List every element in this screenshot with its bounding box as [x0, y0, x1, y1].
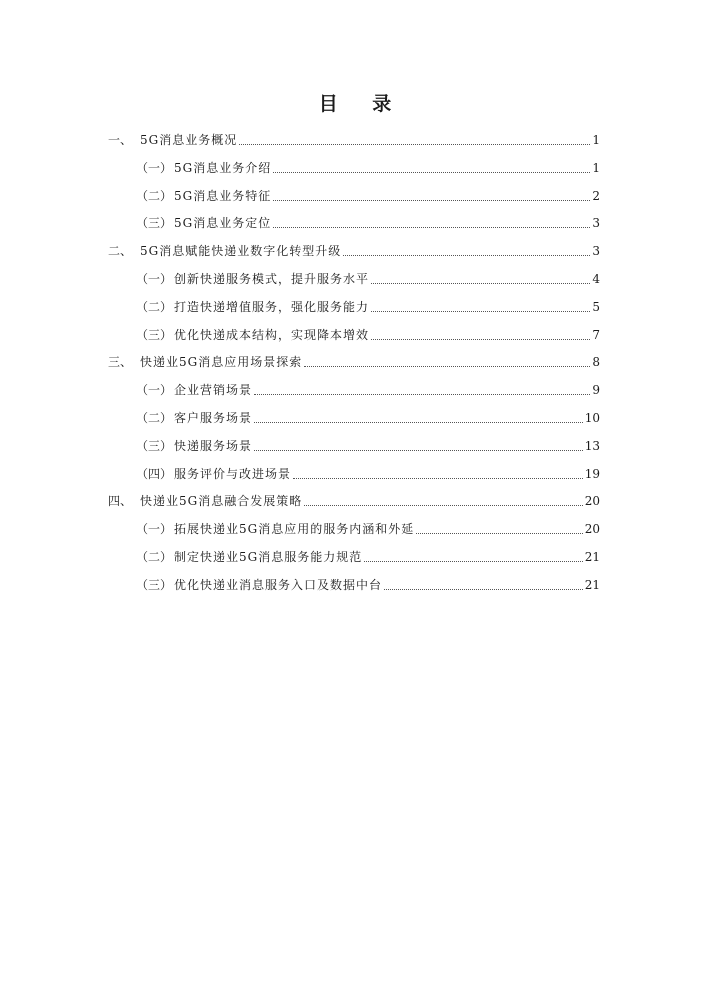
- toc-dot-leader: [371, 283, 590, 284]
- toc-entry-number: （一）: [136, 383, 173, 398]
- toc-entry-title: 服务评价与改进场景: [174, 466, 292, 481]
- toc-entry-title: 5G消息业务特征: [174, 188, 272, 203]
- page-title: 目 录: [318, 93, 406, 115]
- toc-entry-number: 二、: [108, 244, 133, 259]
- toc-entry[interactable]: [108, 237, 600, 259]
- toc-entry-page: 20: [584, 522, 600, 537]
- toc-entry-title: 打造快递增值服务，强化服务能力: [174, 299, 370, 314]
- toc-entry-title: 快递业5G消息融合发展策略: [140, 494, 303, 509]
- toc-entry-title: 企业营销场景: [174, 383, 253, 398]
- toc-entry-page: 3: [592, 216, 600, 231]
- toc-entry-page: 8: [592, 355, 600, 370]
- toc-entry-page: 13: [584, 438, 600, 453]
- toc-dot-leader: [254, 394, 590, 395]
- toc-entry-page: 3: [592, 244, 600, 259]
- toc-entry-number: （二）: [136, 550, 173, 564]
- toc-entry-page: 5: [592, 299, 600, 314]
- toc-entry[interactable]: [136, 182, 600, 204]
- toc-dot-leader: [239, 144, 590, 145]
- toc-entry[interactable]: [136, 515, 600, 537]
- toc-entry-title: 创新快递服务模式，提升服务水平: [174, 272, 370, 286]
- toc-entry-number: 三、: [108, 355, 133, 370]
- toc-entry[interactable]: [136, 209, 600, 231]
- toc-entry[interactable]: [136, 460, 600, 482]
- toc-dot-leader: [364, 561, 582, 562]
- toc-dot-leader: [273, 227, 590, 228]
- toc-entry-page: 7: [592, 327, 600, 342]
- toc-entry-title: 制定快递业5G消息服务能力规范: [174, 550, 363, 564]
- toc-entry-number: （三）: [136, 577, 173, 592]
- toc-entry-number: （一）: [136, 522, 173, 537]
- toc-entry-title: 5G消息赋能快递业数字化转型升级: [140, 244, 342, 259]
- toc-dot-leader: [254, 422, 583, 423]
- toc-entry-title: 快递业5G消息应用场景探索: [140, 355, 303, 370]
- toc-entry-number: （二）: [136, 411, 173, 425]
- toc-dot-leader: [254, 450, 583, 451]
- toc-entry[interactable]: [136, 265, 600, 287]
- toc-entry[interactable]: [108, 126, 600, 148]
- toc-entry-page: 19: [584, 466, 600, 481]
- toc-entry[interactable]: [136, 376, 600, 398]
- toc-entry-title: 客户服务场景: [174, 411, 253, 425]
- toc-entry-page: 1: [592, 160, 600, 175]
- toc-entry-number: （三）: [136, 216, 173, 231]
- toc-entry-number: 一、: [108, 133, 133, 147]
- toc-entry-title: 优化快递成本结构，实现降本增效: [174, 327, 370, 342]
- toc-entry[interactable]: [136, 321, 600, 343]
- toc-entry[interactable]: [136, 154, 600, 176]
- toc-entry-number: （二）: [136, 188, 173, 203]
- toc-dot-leader: [293, 478, 583, 479]
- toc-entry-number: （三）: [136, 438, 173, 453]
- toc-entry-number: （二）: [136, 299, 173, 314]
- toc-entry[interactable]: [136, 571, 600, 593]
- toc-entry[interactable]: [136, 543, 600, 565]
- toc-dot-leader: [371, 339, 590, 340]
- toc-entry-number: （一）: [136, 160, 173, 175]
- toc-dot-leader: [304, 505, 582, 506]
- toc-dot-leader: [304, 366, 590, 367]
- toc-dot-leader: [384, 589, 583, 590]
- toc-dot-leader: [273, 200, 590, 201]
- toc-entry-title: 拓展快递业5G消息应用的服务内涵和外延: [174, 522, 415, 537]
- toc-entry-page: 2: [592, 188, 600, 203]
- toc-entry-page: 9: [592, 383, 600, 398]
- toc-entry-page: 20: [584, 494, 600, 509]
- toc-entry-title: 优化快递业消息服务入口及数据中台: [174, 577, 383, 592]
- toc-entry-page: 21: [584, 577, 600, 592]
- toc-entry-title: 5G消息业务介绍: [174, 160, 272, 175]
- toc-entry-title: 5G消息业务概况: [140, 133, 238, 147]
- toc-dot-leader: [343, 255, 590, 256]
- toc-entry-page: 21: [584, 550, 600, 564]
- toc-entry[interactable]: [108, 487, 600, 509]
- toc-entry[interactable]: [136, 293, 600, 315]
- toc-entry-number: （四）: [136, 466, 173, 481]
- toc-entry[interactable]: [108, 348, 600, 370]
- toc-dot-leader: [273, 172, 590, 173]
- toc-entry-number: （一）: [136, 272, 173, 286]
- toc-entry-page: 1: [592, 133, 600, 147]
- toc-entry[interactable]: [136, 404, 600, 426]
- toc-dot-leader: [371, 311, 590, 312]
- toc-entry-page: 10: [584, 411, 600, 425]
- toc-entry-title: 快递服务场景: [174, 438, 253, 453]
- toc-entry-title: 5G消息业务定位: [174, 216, 272, 231]
- toc-entry-page: 4: [592, 272, 600, 286]
- toc-entry[interactable]: [136, 432, 600, 454]
- toc-entry-number: 四、: [108, 494, 133, 509]
- toc-entry-number: （三）: [136, 327, 173, 342]
- toc-dot-leader: [416, 533, 582, 534]
